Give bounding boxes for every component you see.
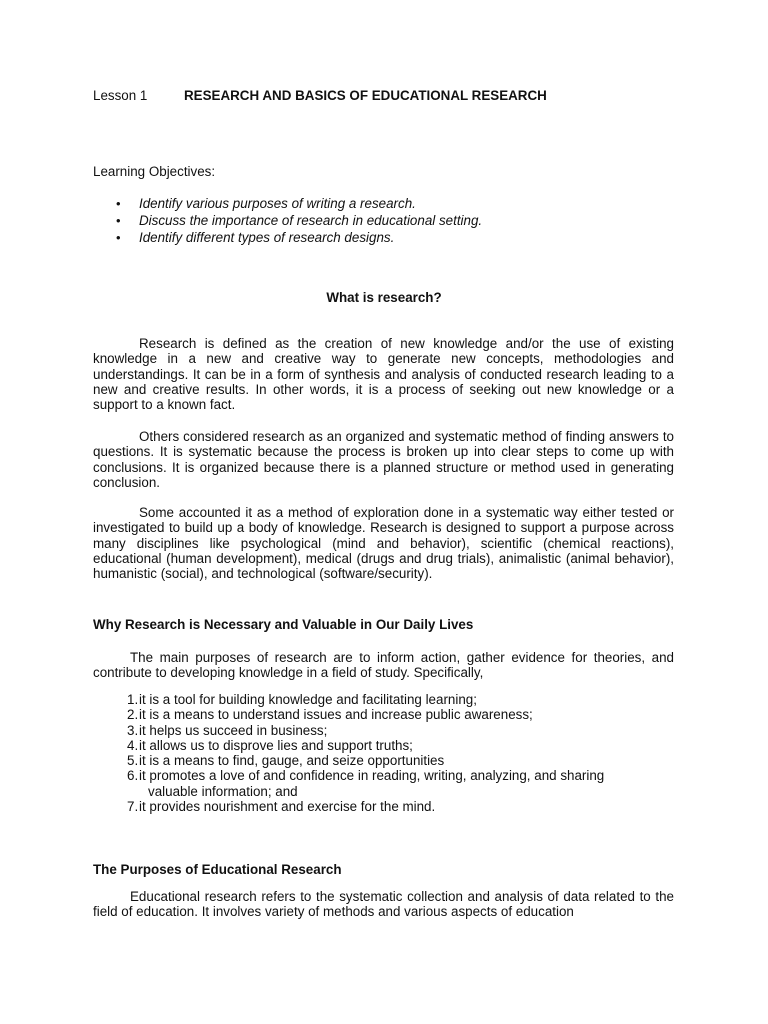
objective-item <box>116 212 482 229</box>
objective-text: Identify various purposes of writing a research. <box>139 196 416 211</box>
lesson-title: RESEARCH AND BASICS OF EDUCATIONAL RESEARCH <box>184 88 547 103</box>
purposes-list <box>120 692 674 814</box>
list-item <box>120 753 674 768</box>
why-research-intro: The main purposes of research are to inform action, gather evidence for theories, and contribute to developing knowledge in a field of study. Specifically, <box>93 650 674 681</box>
list-item <box>120 738 674 753</box>
lesson-label: Lesson 1 <box>93 88 148 103</box>
what-is-research-title: What is research? <box>326 290 442 305</box>
list-item <box>120 723 674 738</box>
objectives-heading: Learning Objectives: <box>93 164 216 179</box>
list-number: 4. <box>127 737 139 753</box>
list-item <box>120 707 674 722</box>
list-item <box>120 768 674 799</box>
list-number: 2. <box>127 707 139 723</box>
list-text: it is a means to find, gauge, and seize opportunities <box>139 753 445 769</box>
why-research-heading: Why Research is Necessary and Valuable in Our Daily Lives <box>93 617 474 632</box>
list-text: it helps us succeed in business; <box>139 722 328 738</box>
list-text: it allows us to disprove lies and support truths; <box>139 737 413 753</box>
list-number: 6. <box>127 768 139 784</box>
objective-text: Identify different types of research designs. <box>139 230 395 245</box>
list-text: it promotes a love of and confidence in reading, writing, analyzing, and sharing <box>139 768 605 784</box>
objective-text: Discuss the importance of research in educational setting. <box>139 213 483 228</box>
list-item <box>120 692 674 707</box>
educational-research-heading: The Purposes of Educational Research <box>93 862 342 877</box>
educational-research-intro: Educational research refers to the systematic collection and analysis of data related to the field of education. It involves variety of methods and various aspects of education <box>93 889 674 920</box>
objective-item <box>116 229 482 246</box>
list-number: 5. <box>127 753 139 769</box>
bullet-icon: • <box>116 230 121 245</box>
list-number: 7. <box>127 799 139 815</box>
research-paragraph-1: Research is defined as the creation of new knowledge and/or the use of existing knowledge in a new and creative way to generate new concepts, methodologies and understandings. It can be in a form of synthesis and analysis of conducted research leading to a new and creative results. In other words, it is a process of seeking out new knowledge or a support to a known fact. <box>93 336 674 413</box>
bullet-icon: • <box>116 213 121 228</box>
bullet-icon: • <box>116 196 121 211</box>
objectives-list <box>116 195 482 246</box>
list-number: 3. <box>127 722 139 738</box>
list-text: it is a tool for building knowledge and facilitating learning; <box>139 692 477 707</box>
research-paragraph-2: Others considered research as an organized and systematic method of finding answers to questions. It is systematic because the process is broken up into clear steps to come up with conclusions. It is organized because there is a planned structure or method used in generating conclusion. <box>93 429 674 490</box>
list-text: it is a means to understand issues and increase public awareness; <box>139 707 533 723</box>
list-text-continuation: valuable information; and <box>148 783 298 799</box>
list-text: it provides nourishment and exercise for the mind. <box>139 799 436 815</box>
research-paragraph-3: Some accounted it as a method of exploration done in a systematic way either tested or investigated to build up a body of knowledge. Research is designed to support a purpose across many disciplines like psychological (mind and behavior), scientific (chemical reactions), educational (human development), medical (drugs and drug trials), animalistic (animal behavior), humanistic (social), and technological (software/security). <box>93 505 674 582</box>
list-item <box>120 799 674 814</box>
list-number: 1. <box>127 692 139 707</box>
objective-item <box>116 195 482 212</box>
